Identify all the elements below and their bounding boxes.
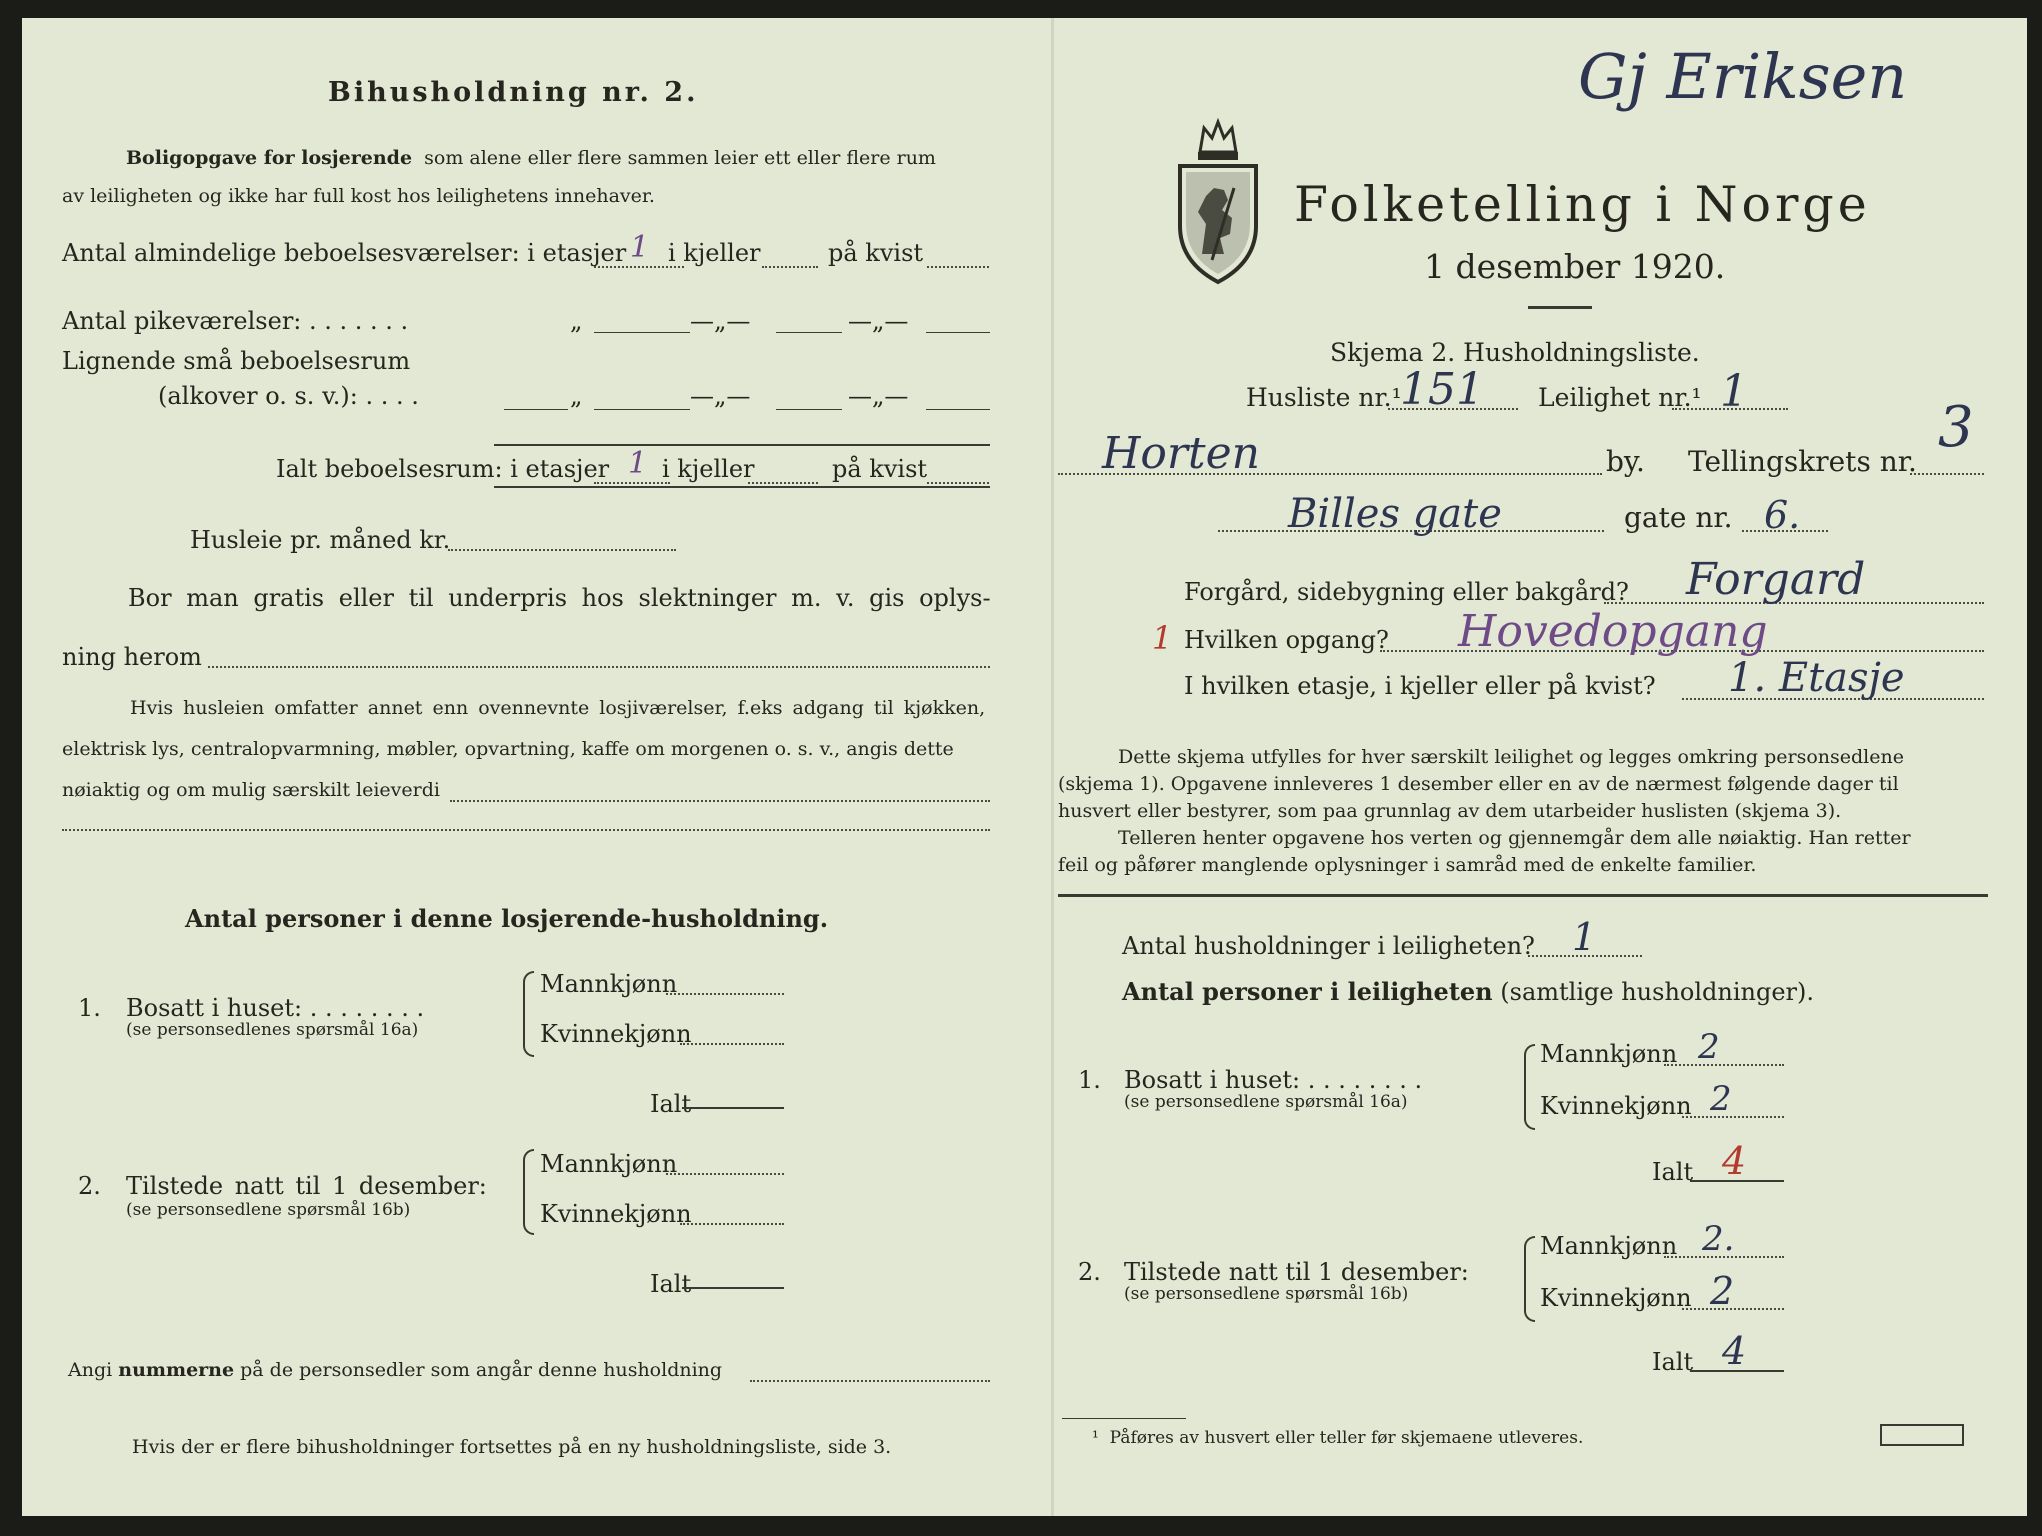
- alm-vaerelser-label: Antal almindelige beboelsesværelser: i etasjer: [62, 239, 627, 267]
- leilighet-value: 1: [1720, 366, 1748, 417]
- left-q2-ialt-label: Ialt: [650, 1270, 692, 1298]
- left-q1-ialt-line: [682, 1107, 784, 1109]
- angi-line: Angi nummerne på de personsedler som angår denne husholdning: [68, 1359, 723, 1381]
- kvist-label: på kvist: [828, 239, 924, 267]
- census-form-sheet: [22, 18, 2027, 1516]
- tellingskrets-value: 3: [1938, 395, 1974, 460]
- alm-etasjer-value: 1: [630, 230, 650, 265]
- right-q2-ialt-value: 4: [1722, 1329, 1747, 1373]
- printer-stamp: [1880, 1424, 1964, 1446]
- instr-para2-line2: feil og påfører manglende oplysninger i samråd med de enkelte familier.: [1058, 854, 1757, 876]
- pike-kjeller-line: [776, 332, 842, 333]
- ditto-kvist-2: —„—: [848, 382, 909, 410]
- ditto-kvist: —„—: [848, 307, 909, 335]
- left-q2-mann-line: [666, 1173, 784, 1175]
- ditto-kjeller: —„—: [690, 307, 751, 335]
- left-q2-kvinne-line: [680, 1223, 784, 1225]
- forgard-value: Forgard: [1686, 554, 1866, 605]
- lignende-label-2: (alkover o. s. v.): . . . .: [158, 382, 419, 410]
- by-label: by.: [1606, 445, 1645, 478]
- left-q1-kvinne-label: Kvinnekjønn: [540, 1020, 692, 1048]
- right-q2-label: Tilstede natt til 1 desember:: [1124, 1258, 1469, 1286]
- instr-para2-line1: Telleren henter opgavene hos verten og gjennemgår dem alle nøiaktig. Han retter: [1118, 827, 1911, 849]
- instr-para1-line1: Dette skjema utfylles for hver særskilt leilighet og legges omkring personsedlene: [1118, 746, 1904, 768]
- lignende-kvist-line: [926, 409, 990, 410]
- lignende-label-1: Lignende små beboelsesrum: [62, 347, 411, 375]
- left-q1-kvinne-line: [680, 1043, 784, 1045]
- gratis-line1: Bor man gratis eller til underpris hos slektninger m. v. gis oplys-: [128, 584, 991, 612]
- left-q2-num: 2.: [78, 1172, 101, 1200]
- title-rule: [1528, 306, 1592, 309]
- left-q2-sub: (se personsedlene spørsmål 16b): [126, 1200, 411, 1220]
- persons-title: Antal personer i leiligheten (samtlige husholdninger).: [1122, 977, 1815, 1006]
- left-q1-brace: [523, 971, 534, 1057]
- left-persons-title: Antal personer i denne losjerende-husholdning.: [185, 904, 829, 933]
- left-q1-sub: (se personsedlenes spørsmål 16a): [126, 1020, 419, 1040]
- lignende-line-0: [504, 409, 568, 410]
- sum-rule-2: [494, 486, 990, 488]
- ditto-mark-2: „: [570, 382, 583, 410]
- opgang-label: Hvilken opgang?: [1184, 626, 1389, 654]
- left-q2-brace: [523, 1149, 534, 1235]
- left-q2-label: Tilstede natt til 1 desember:: [126, 1172, 487, 1200]
- kvist-label-2: på kvist: [832, 455, 928, 483]
- page-fold: [1051, 18, 1054, 1516]
- footnote-rule: [1062, 1418, 1186, 1419]
- info-line1: Hvis husleien omfatter annet enn ovennevnte losjiværelser, f.eks adgang til kjøkken,: [130, 697, 986, 719]
- etasje-label: I hvilken etasje, i kjeller eller på kvist?: [1184, 672, 1656, 700]
- footnote: ¹ Påføres av husvert eller teller før skjemaene utleveres.: [1092, 1428, 1584, 1448]
- ialt-beboelsesrum-label: Ialt beboelsesrum: i etasjer: [276, 455, 610, 483]
- left-q1-mann-line: [666, 993, 784, 995]
- left-q1-num: 1.: [78, 994, 101, 1022]
- right-q1-mann-label: Mannkjønn: [1540, 1040, 1678, 1068]
- ialt-etasjer-value: 1: [628, 446, 648, 481]
- gate-value: Billes gate: [1288, 491, 1502, 537]
- info-line2: elektrisk lys, centralopvarmning, møbler, opvartning, kaffe om morgenen o. s. v., angis dette: [62, 738, 954, 760]
- extra-line: [62, 829, 990, 831]
- leilighet-label: Leilighet nr.¹: [1538, 383, 1702, 412]
- left-q1-mann-label: Mannkjønn: [540, 970, 678, 998]
- ditto-kjeller-2: —„—: [690, 382, 751, 410]
- right-q2-ialt-label: Ialt: [1652, 1348, 1694, 1376]
- opgang-margin-mark: 1: [1152, 619, 1173, 657]
- right-q2-mann-value: 2.: [1702, 1219, 1735, 1259]
- husliste-label: Husliste nr.¹: [1246, 383, 1402, 412]
- pike-etasjer-line: [594, 332, 690, 333]
- ditto-mark: „: [570, 307, 583, 335]
- kjeller-label: i kjeller: [668, 239, 761, 267]
- right-q1-sub: (se personsedlene spørsmål 16a): [1124, 1092, 1408, 1112]
- left-q1-ialt-label: Ialt: [650, 1090, 692, 1118]
- right-q1-mann-line: [1664, 1064, 1784, 1066]
- right-q2-kvinne-label: Kvinnekjønn: [1540, 1284, 1692, 1312]
- husholdninger-label: Antal husholdninger i leiligheten?: [1122, 932, 1535, 960]
- right-q2-brace: [1524, 1236, 1535, 1322]
- right-q1-num: 1.: [1078, 1066, 1101, 1094]
- tellingskrets-label: Tellingskrets nr.: [1688, 445, 1917, 478]
- right-q1-label: Bosatt i huset: . . . . . . . .: [1124, 1066, 1423, 1094]
- right-q1-ialt-label: Ialt: [1652, 1158, 1694, 1186]
- left-q2-mann-label: Mannkjønn: [540, 1150, 678, 1178]
- info-line3: nøiaktig og om mulig særskilt leieverdi: [62, 779, 440, 801]
- lignende-etasjer-line: [594, 409, 690, 410]
- leieverdi-line: [450, 800, 990, 802]
- alm-kjeller-line: [762, 266, 818, 268]
- left-q2-ialt-line: [682, 1287, 784, 1289]
- left-q1-label: Bosatt i huset: . . . . . . . .: [126, 994, 425, 1022]
- left-q2-kvinne-label: Kvinnekjønn: [540, 1200, 692, 1228]
- opgang-value: Hovedopgang: [1458, 606, 1768, 657]
- norway-coat-of-arms-icon: [1172, 114, 1264, 286]
- husliste-value: 151: [1400, 364, 1484, 415]
- gratis-line: [208, 666, 990, 668]
- right-q2-num: 2.: [1078, 1258, 1101, 1286]
- right-q1-kvinne-line: [1682, 1116, 1784, 1118]
- forgard-label: Forgård, sidebygning eller bakgård?: [1184, 578, 1629, 606]
- husholdninger-value: 1: [1572, 915, 1597, 959]
- alm-kvist-line: [927, 266, 989, 268]
- census-date: 1 desember 1920.: [1424, 247, 1726, 286]
- right-title: Folketelling i Norge: [1294, 176, 1871, 233]
- right-q2-kvinne-value: 2: [1710, 1269, 1735, 1313]
- instr-para1-line2: (skjema 1). Opgavene innleveres 1 desember eller en av de nærmest følgende dager til: [1058, 773, 1899, 795]
- gate-label: gate nr.: [1624, 501, 1733, 534]
- right-q1-ialt-value: 4: [1722, 1139, 1747, 1183]
- pike-kvist-line: [926, 332, 990, 333]
- husleie-label: Husleie pr. måned kr.: [190, 526, 451, 554]
- right-q1-mann-value: 2: [1698, 1027, 1720, 1067]
- right-q1-brace: [1524, 1044, 1535, 1130]
- left-title: Bihusholdning nr. 2.: [328, 77, 699, 108]
- left-footer: Hvis der er flere bihusholdninger fortsettes på en ny husholdningsliste, side 3.: [132, 1436, 892, 1458]
- right-q1-kvinne-value: 2: [1710, 1079, 1732, 1119]
- lignende-kjeller-line: [776, 409, 842, 410]
- skjema-label: Skjema 2. Husholdningsliste.: [1330, 338, 1700, 367]
- by-value: Horten: [1102, 428, 1260, 479]
- kjeller-label-2: i kjeller: [662, 455, 755, 483]
- angi-dotted-line: [750, 1380, 990, 1382]
- tellingskrets-line: [1910, 473, 1984, 475]
- signature: Gj Eriksen: [1578, 40, 1908, 113]
- left-intro-line1: Boligopgave for losjerende som alene eller flere sammen leier ett eller flere rum: [126, 147, 936, 169]
- right-q1-kvinne-label: Kvinnekjønn: [1540, 1092, 1692, 1120]
- left-intro-line2: av leiligheten og ikke har full kost hos leilighetens innehaver.: [62, 185, 655, 207]
- husleie-line: [448, 549, 676, 551]
- ialt-kjeller-line: [748, 482, 818, 484]
- right-q2-mann-label: Mannkjønn: [1540, 1232, 1678, 1260]
- ialt-etasjer-line: [594, 482, 670, 484]
- gatenr-value: 6.: [1764, 493, 1801, 537]
- right-q2-sub: (se personsedlene spørsmål 16b): [1124, 1284, 1409, 1304]
- sum-rule: [494, 444, 990, 446]
- instr-rule: [1058, 894, 1988, 897]
- gratis-line2: ning herom: [62, 643, 202, 671]
- etasje-value: 1. Etasje: [1728, 655, 1905, 701]
- pikevaerelser-label: Antal pikeværelser: . . . . . . .: [62, 307, 409, 335]
- instr-para1-line3: husvert eller bestyrer, som paa grunnlag av dem utarbeider huslisten (skjema 3).: [1058, 800, 1842, 822]
- ialt-kvist-line: [927, 482, 989, 484]
